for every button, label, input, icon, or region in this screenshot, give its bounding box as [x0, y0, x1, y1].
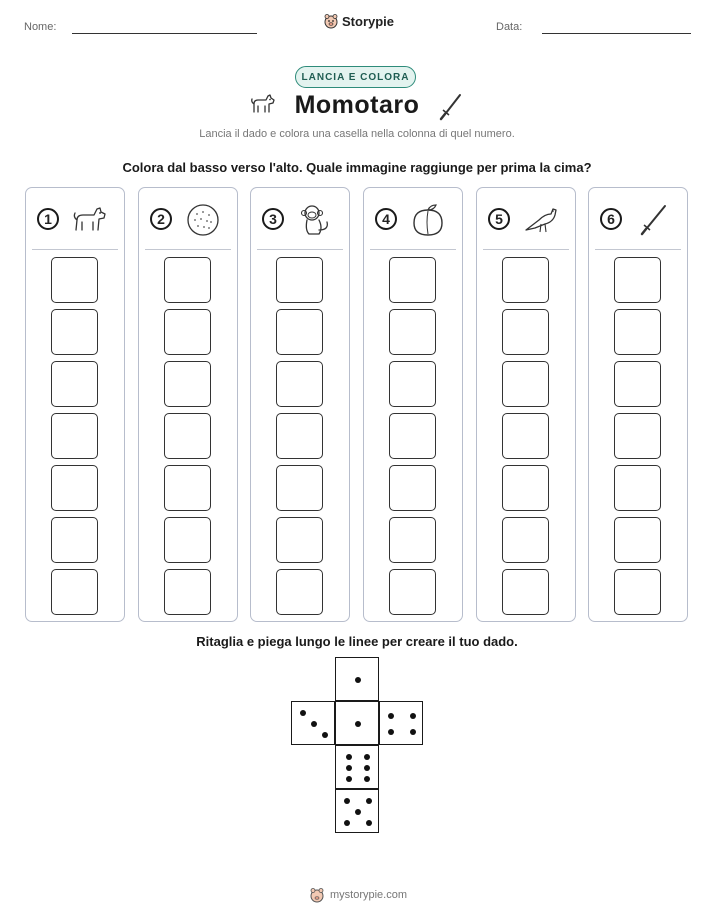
dice-pip — [346, 754, 352, 760]
brand-logo — [323, 13, 394, 29]
footer-url: mystorypie.com — [330, 889, 408, 901]
color-box[interactable] — [51, 361, 98, 407]
color-box[interactable] — [51, 257, 98, 303]
color-box[interactable] — [614, 309, 661, 355]
dice-pip — [355, 809, 361, 815]
dice-face — [379, 701, 423, 745]
color-box[interactable] — [164, 361, 211, 407]
dice-face — [335, 789, 379, 833]
color-box[interactable] — [51, 413, 98, 459]
column-4 — [363, 187, 463, 622]
color-box[interactable] — [276, 257, 323, 303]
pheasant-icon — [521, 200, 561, 240]
date-label: Data: — [496, 21, 523, 33]
column-number: 4 — [375, 208, 397, 230]
cut-instruction: Ritaglia e piega lungo le linee per creare il tuo dado. — [196, 634, 518, 649]
column-divider — [32, 249, 118, 250]
page-title: Momotaro — [294, 91, 420, 119]
color-box[interactable] — [276, 309, 323, 355]
sword-icon — [633, 200, 673, 240]
dice-pip — [355, 677, 361, 683]
color-box[interactable] — [389, 569, 436, 615]
dice-pip — [410, 713, 416, 719]
dice-pip — [344, 820, 350, 826]
dice-pip — [388, 729, 394, 735]
peach-icon — [408, 200, 448, 240]
dice-pip — [322, 732, 328, 738]
column-divider — [595, 249, 681, 250]
column-number: 2 — [150, 208, 172, 230]
page-subtitle: Lancia il dado e colora una casella nella colonna di quel numero. — [199, 128, 515, 140]
color-box[interactable] — [614, 361, 661, 407]
color-box[interactable] — [502, 465, 549, 511]
dice-pip — [410, 729, 416, 735]
footer — [309, 887, 407, 903]
color-box[interactable] — [502, 257, 549, 303]
dice-pip — [364, 776, 370, 782]
dice-pip — [364, 765, 370, 771]
color-box[interactable] — [389, 517, 436, 563]
color-box[interactable] — [276, 569, 323, 615]
monkey-icon — [295, 200, 335, 240]
column-divider — [370, 249, 456, 250]
color-box[interactable] — [276, 361, 323, 407]
color-box[interactable] — [614, 569, 661, 615]
brand-name: Storypie — [342, 13, 395, 29]
activity-badge: LANCIA E COLORA — [295, 66, 416, 88]
dice-face — [335, 745, 379, 789]
color-box[interactable] — [51, 569, 98, 615]
dice-pip — [344, 798, 350, 804]
pig-mascot-icon — [309, 887, 325, 903]
column-divider — [257, 249, 343, 250]
column-2 — [138, 187, 238, 622]
color-box[interactable] — [164, 569, 211, 615]
color-box[interactable] — [389, 309, 436, 355]
color-box[interactable] — [614, 257, 661, 303]
column-number: 6 — [600, 208, 622, 230]
dice-pip — [366, 820, 372, 826]
column-divider — [145, 249, 231, 250]
name-label: Nome: — [24, 21, 57, 33]
column-5 — [476, 187, 576, 622]
color-box[interactable] — [276, 517, 323, 563]
dice-pip — [346, 765, 352, 771]
pig-mascot-icon — [323, 13, 339, 29]
color-box[interactable] — [51, 465, 98, 511]
color-box[interactable] — [614, 517, 661, 563]
color-box[interactable] — [276, 413, 323, 459]
color-box[interactable] — [389, 413, 436, 459]
column-6 — [588, 187, 688, 622]
color-box[interactable] — [502, 309, 549, 355]
column-3 — [250, 187, 350, 622]
dice-pip — [300, 710, 306, 716]
color-box[interactable] — [164, 465, 211, 511]
color-box[interactable] — [614, 413, 661, 459]
column-number: 1 — [37, 208, 59, 230]
column-number: 3 — [262, 208, 284, 230]
color-box[interactable] — [164, 257, 211, 303]
dice-pip — [364, 754, 370, 760]
dog-icon — [70, 200, 110, 240]
color-box[interactable] — [389, 465, 436, 511]
color-box[interactable] — [164, 413, 211, 459]
color-box[interactable] — [502, 361, 549, 407]
color-box[interactable] — [614, 465, 661, 511]
color-box[interactable] — [502, 517, 549, 563]
color-box[interactable] — [164, 309, 211, 355]
question-text: Colora dal basso verso l'alto. Quale immagine raggiunge per prima la cima? — [122, 160, 592, 175]
color-box[interactable] — [502, 413, 549, 459]
color-box[interactable] — [276, 465, 323, 511]
color-box[interactable] — [164, 517, 211, 563]
dice-pip — [346, 776, 352, 782]
dice-face — [335, 701, 379, 745]
dice-face — [291, 701, 335, 745]
date-field-line[interactable] — [542, 33, 691, 34]
color-box[interactable] — [389, 257, 436, 303]
color-box[interactable] — [502, 569, 549, 615]
column-1 — [25, 187, 125, 622]
sword-icon — [438, 92, 464, 122]
dice-face — [335, 657, 379, 701]
color-box[interactable] — [51, 309, 98, 355]
column-number: 5 — [488, 208, 510, 230]
dice-pip — [388, 713, 394, 719]
dice-pip — [366, 798, 372, 804]
name-field-line[interactable] — [72, 33, 257, 34]
millet-dumpling-icon — [183, 200, 223, 240]
column-divider — [483, 249, 569, 250]
dice-pip — [311, 721, 317, 727]
color-box[interactable] — [389, 361, 436, 407]
dice-pip — [355, 721, 361, 727]
color-box[interactable] — [51, 517, 98, 563]
